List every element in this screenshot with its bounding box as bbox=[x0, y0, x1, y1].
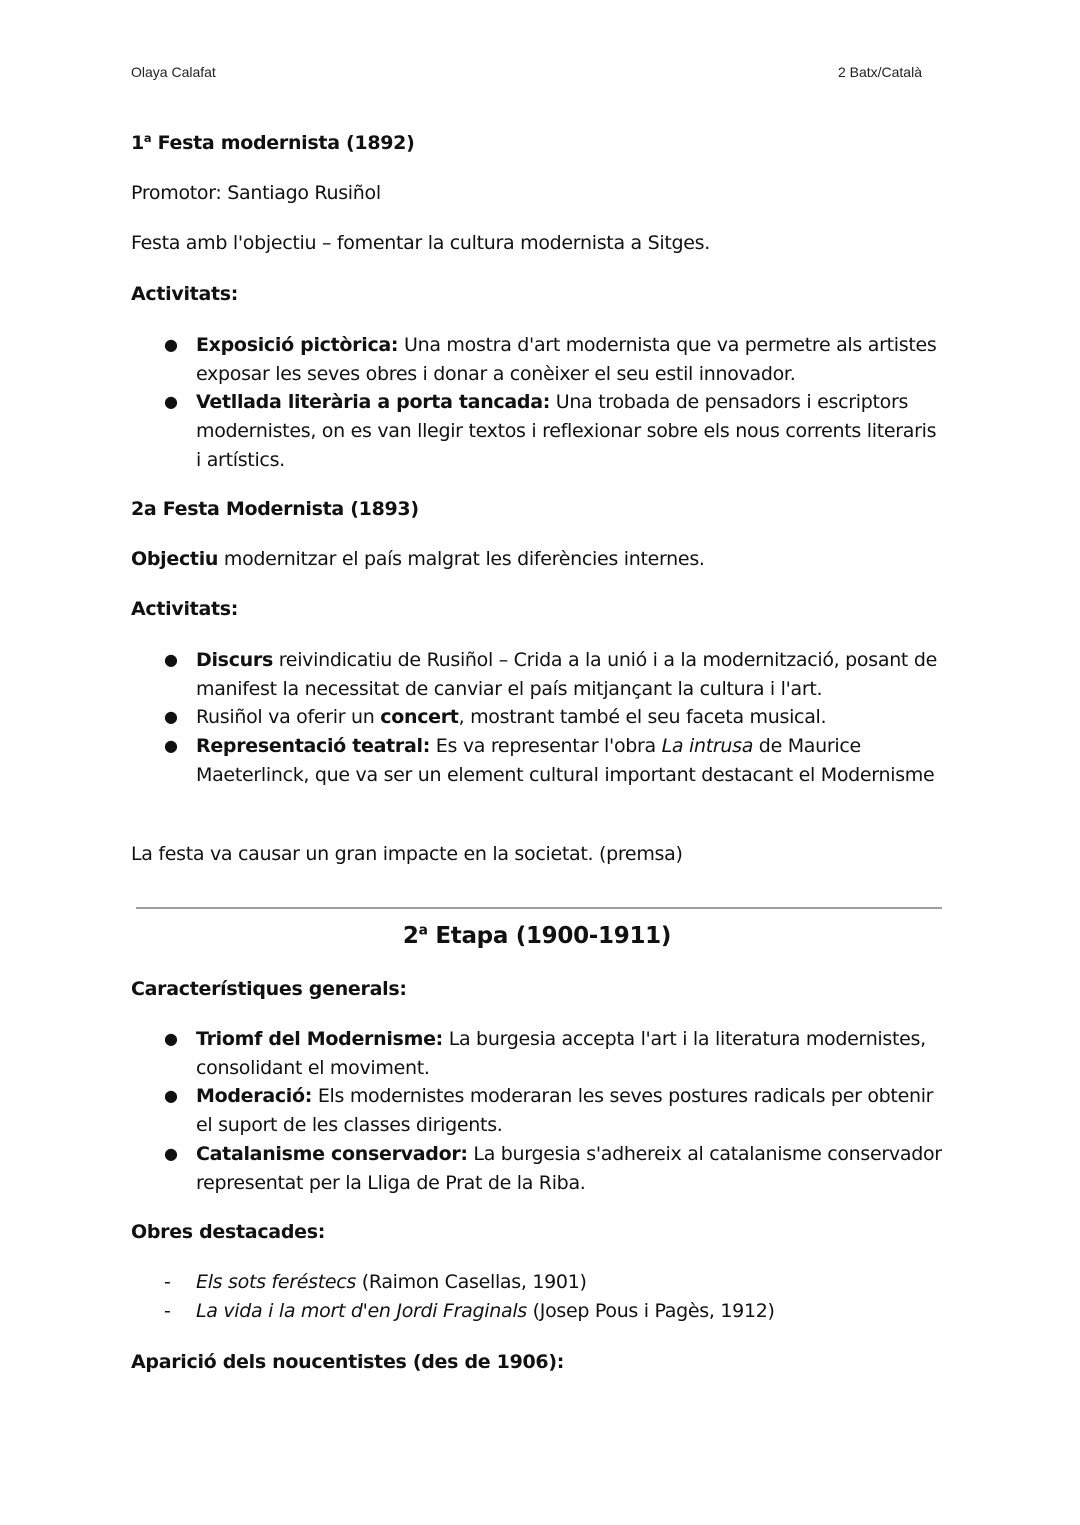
caracteristiques-list bbox=[131, 1025, 943, 1197]
bullet-icon: ● bbox=[164, 707, 178, 727]
festa2-objectiu: Objectiu modernitzar el país malgrat les diferències internes. bbox=[131, 548, 705, 570]
festa2-activitats-list bbox=[131, 646, 943, 790]
list-item: ● Exposició pictòrica: Una mostra d'art modernista que va permetre als artistes exposar les seves obres i donar a conèixer el seu estil innovador. bbox=[131, 331, 943, 388]
festa2-heading: 2a Festa Modernista (1893) bbox=[131, 498, 419, 520]
bullet-icon: ● bbox=[164, 1086, 178, 1106]
list-item: - La vida i la mort d'en Jordi Fraginals (Josep Pous i Pagès, 1912) bbox=[131, 1297, 943, 1326]
bullet-icon: ● bbox=[164, 1143, 178, 1163]
list-item: ● Vetllada literària a porta tancada: Una trobada de pensadors i escriptors modernistes, on es van llegir textos i reflexionar sobre els nous corrents literaris i artístics. bbox=[131, 388, 943, 474]
list-item: ● Triomf del Modernisme: La burgesia accepta l'art i la literatura modernistes, consolidant el moviment. bbox=[131, 1025, 943, 1082]
festa1-activitats-label: Activitats: bbox=[131, 283, 239, 305]
dash-icon: - bbox=[164, 1271, 171, 1293]
festa1-heading: 1$^a$ Festa modernista (1892) bbox=[131, 131, 415, 154]
dash-icon: - bbox=[164, 1299, 171, 1322]
obres-label: Obres destacades: bbox=[131, 1221, 326, 1243]
author-name: Olaya Calafat bbox=[131, 64, 216, 80]
bullet-icon: ● bbox=[164, 1029, 178, 1048]
caracteristiques-label: Característiques generals: bbox=[131, 978, 407, 1000]
festa1-promotor: Promotor: Santiago Rusiñol bbox=[131, 182, 381, 204]
horizontal-divider bbox=[136, 907, 942, 909]
list-item: ● Moderació: Els modernistes moderaran les seves postures radicals per obtenir el suport de les classes dirigents. bbox=[131, 1082, 943, 1139]
festa1-objectiu: Festa amb l'objectiu – fomentar la cultura modernista a Sitges. bbox=[131, 232, 710, 254]
bullet-icon: ● bbox=[164, 392, 178, 412]
course-label: 2 Batx/Català bbox=[837, 64, 922, 80]
list-item: ● Discurs reivindicatiu de Rusiñol – Crida a la unió i a la modernització, posant de manifest la necessitat de canviar el país mitjançant la cultura i l'art. bbox=[131, 646, 943, 703]
list-item: ● Rusiñol va oferir un concert, mostrant també el seu faceta musical. bbox=[131, 703, 943, 732]
obres-list bbox=[131, 1268, 943, 1325]
etapa2-title: 2$^a$ Etapa (1900-1911) bbox=[402, 922, 672, 949]
list-item: ● Representació teatral: Es va representar l'obra La intrusa de Maurice Maeterlinck, que va ser un element cultural important destacant el Modernisme bbox=[131, 732, 943, 789]
festa1-activitats-list bbox=[131, 331, 943, 475]
festa2-impacte: La festa va causar un gran impacte en la societat. (premsa) bbox=[131, 843, 683, 865]
bullet-icon: ● bbox=[164, 650, 178, 669]
bullet-icon: ● bbox=[164, 736, 178, 756]
festa2-activitats-label: Activitats: bbox=[131, 598, 239, 620]
list-item: - Els sots feréstecs (Raimon Casellas, 1901) bbox=[131, 1268, 943, 1297]
noucentistes-label: Aparició dels noucentistes (des de 1906): bbox=[131, 1351, 565, 1373]
list-item: ● Catalanisme conservador: La burgesia s'adhereix al catalanisme conservador representat per la Lliga de Prat de la Riba. bbox=[131, 1140, 943, 1197]
bullet-icon: ● bbox=[164, 335, 178, 354]
page-header bbox=[131, 64, 922, 80]
